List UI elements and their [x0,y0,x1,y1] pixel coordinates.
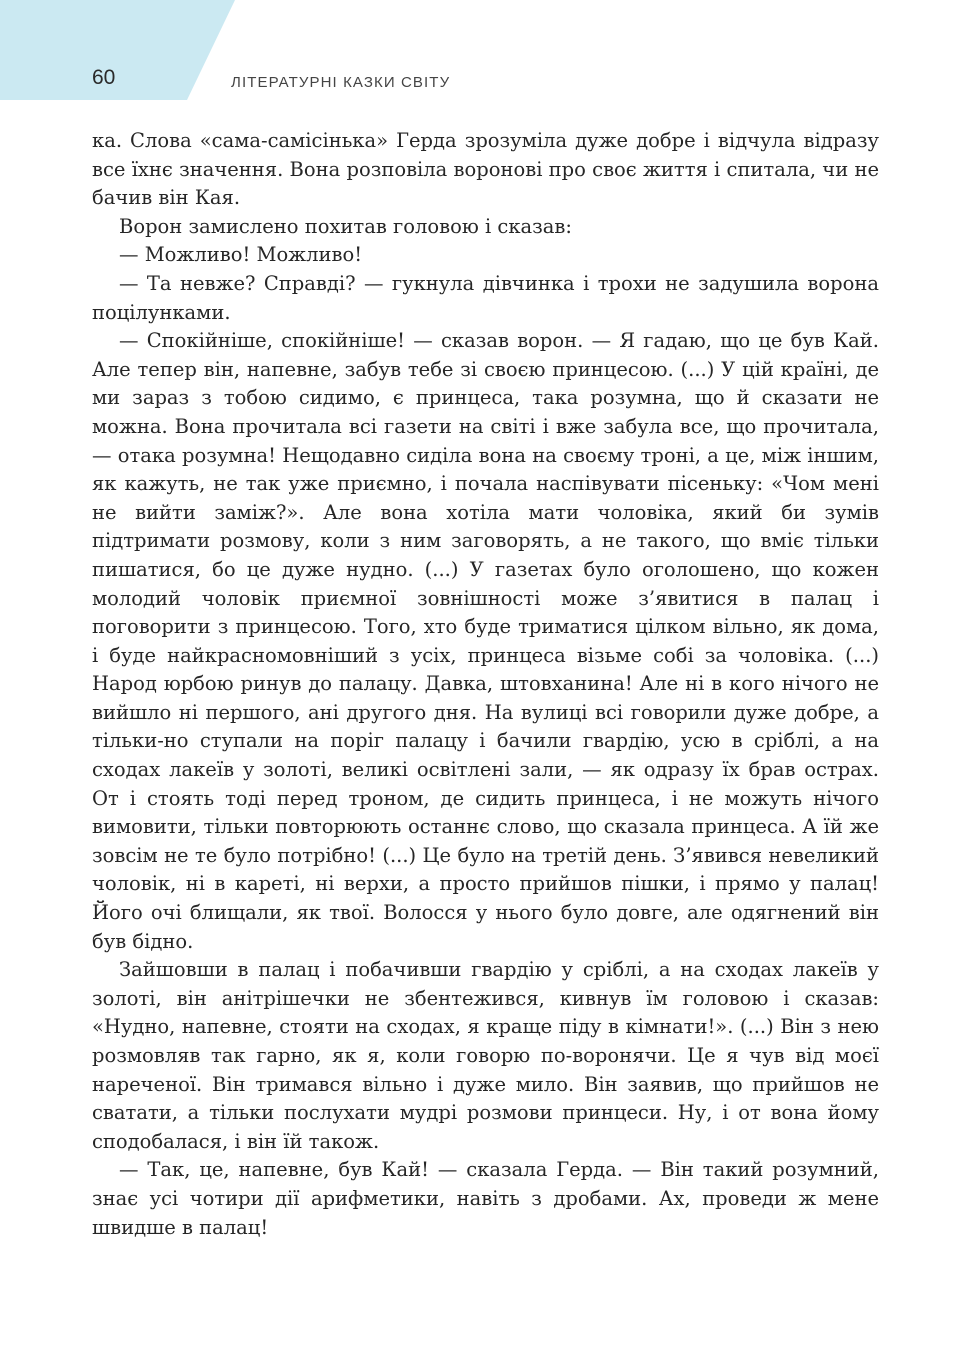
section-title: ЛІТЕРАТУРНІ КАЗКИ СВІТУ [231,74,451,91]
paragraph: ка. Слова «сама-самісінька» Герда зрозуміла дуже добре і відчула відразу все їхнє значення. Вона розповіла воронові про своє життя і спитала, чи не бачив він Кая. [92,129,879,210]
paragraph: Зайшовши в палац і побачивши гвардію у сріблі, а на сходах лакеїв у золоті, він анітрішечки не збентежився, кивнув їм головою і сказав: «Нудно, напевне, стояти на сходах, я краще піду в кімнати!». (...) Він з нею розмовляв так гарно, як я, коли говорю по-воронячи. Це я чув від моєї нареченої. Він тримався вільно і дуже мило. Він заявив, що прийшов не сватати, а тільки послухати мудрі розмови принцеси. Ну, і от вона йому сподобалася, і він їй також. [92,958,879,1153]
paragraph: — Та невже? Справді? — гукнула дівчинка і трохи не задушила ворона поцілунками. [92,271,879,324]
paragraph: Ворон замислено похитав головою і сказав: [119,214,572,238]
paragraph: — Можливо! Можливо! [119,243,363,267]
paragraph: — Так, це, напевне, був Кай! — сказала Герда. — Він такий розумний, знає усі чотири дії арифметики, навіть з дробами. Ах, проведи ж мене швидше в палац! [92,1158,879,1239]
paragraph: — Спокійніше, спокійніше! — сказав ворон. — Я гадаю, що це був Кай. Але тепер він, напевне, забув тебе зі своєю принцесою. (...) У цій країні, де ми зараз з тобою сидимо, є принцеса, така розумна, що й сказати не можна. Вона прочитала всі газети на світі і вже забула все, що прочитала, — отака розумна! Нещодавно сиділа вона на своєму троні, а це, між іншим, як кажуть, не так уже приємно, і почала наспівувати пісеньку: «Чом мені не вийти заміж?». Але вона хотіла мати чоловіка, який би зумів підтримати розмову, коли з ним заговорять, а не такого, що вміє тільки пишатися, бо це дуже нудно. (...) У газетах було оголошено, що кожен молодий чоловік приємної зовнішності може з’явитися в палац і поговорити з принцесою. Того, хто буде триматися цілком вільно, як дома, і буде найкрасномовніший з усіх, принцеса візьме собі за чоловіка. (...) Народ юрбою ринув до палацу. Давка, штовханина! Але ні в кого нічого не вийшло ні першого, ані другого дня. На вулиці всі говорили дуже добре, а тільки-но ступали на поріг палацу і бачили гвардію, усю в сріблі, а на сходах лакеїв у золоті, великі освітлені зали, — як одразу їх брав острах. От і стоять тоді перед троном, де сидить принцеса, і не можуть нічого вимовити, тільки повторюють останнє слово, що сказала принцеса. А їй же зовсім не те було потрібно! (...) Це було на третій день. З’явився невеликий чоловік, ні в кареті, ні верхи, а просто прийшов пішки, і прямо у палац! Його очі блищали, як твої. Волосся у нього було довге, але одягнений він був бідно. [92,329,879,953]
page-number: 60 [92,66,116,89]
header-tab [0,0,235,100]
text-body [92,127,879,1242]
